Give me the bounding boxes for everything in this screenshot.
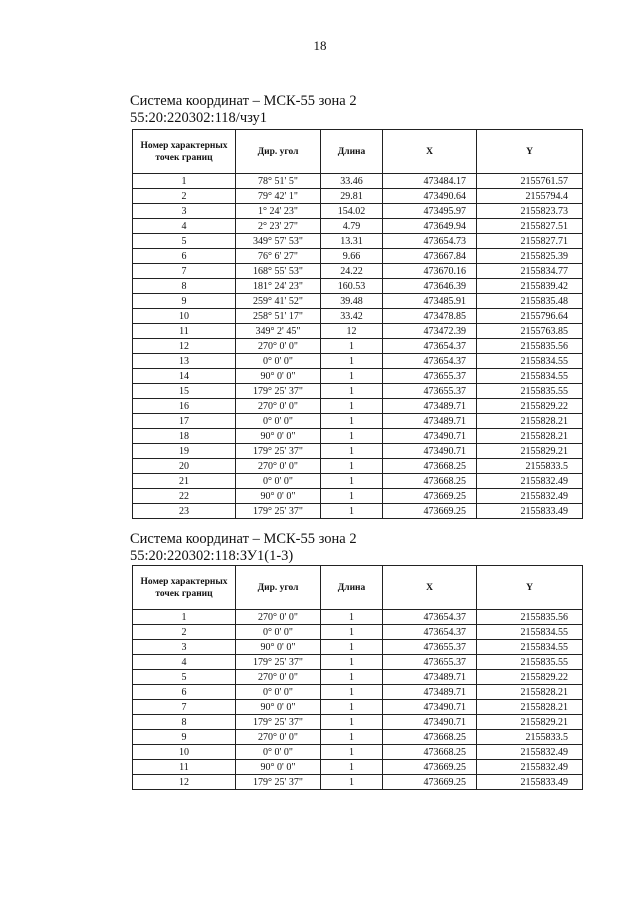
direction-angle-cell: 90° 0' 0" — [236, 700, 321, 715]
x-cell: 473495.97 — [383, 204, 477, 219]
length-cell: 1 — [321, 384, 383, 399]
table-row — [133, 354, 583, 369]
header-y: Y — [477, 566, 583, 610]
point-number-cell: 11 — [133, 324, 236, 339]
point-number-cell: 4 — [133, 219, 236, 234]
x-cell: 473668.25 — [383, 730, 477, 745]
table-row — [133, 459, 583, 474]
table-row — [133, 655, 583, 670]
x-cell: 473655.37 — [383, 655, 477, 670]
point-number-cell: 6 — [133, 249, 236, 264]
direction-angle-cell: 90° 0' 0" — [236, 369, 321, 384]
length-cell: 1 — [321, 504, 383, 519]
table-row — [133, 775, 583, 790]
y-cell: 2155835.56 — [477, 610, 583, 625]
table-row — [133, 610, 583, 625]
point-number-cell: 3 — [133, 640, 236, 655]
length-cell: 1 — [321, 655, 383, 670]
direction-angle-cell: 0° 0' 0" — [236, 685, 321, 700]
x-cell: 473654.37 — [383, 625, 477, 640]
table-row — [133, 444, 583, 459]
length-cell: 33.42 — [321, 309, 383, 324]
length-cell: 24.22 — [321, 264, 383, 279]
table-row — [133, 700, 583, 715]
y-cell: 2155825.39 — [477, 249, 583, 264]
direction-angle-cell: 270° 0' 0" — [236, 399, 321, 414]
length-cell: 1 — [321, 414, 383, 429]
table-row — [133, 730, 583, 745]
direction-angle-cell: 179° 25' 37" — [236, 655, 321, 670]
point-number-cell: 12 — [133, 775, 236, 790]
table-row — [133, 489, 583, 504]
x-cell: 473484.17 — [383, 174, 477, 189]
length-cell: 1 — [321, 474, 383, 489]
x-cell: 473668.25 — [383, 474, 477, 489]
direction-angle-cell: 0° 0' 0" — [236, 625, 321, 640]
point-number-cell: 6 — [133, 685, 236, 700]
y-cell: 2155834.55 — [477, 625, 583, 640]
table-row — [133, 474, 583, 489]
point-number-cell: 12 — [133, 339, 236, 354]
header-y: Y — [477, 130, 583, 174]
table-row — [133, 369, 583, 384]
header-direction-angle: Дир. угол — [236, 130, 321, 174]
length-cell: 33.46 — [321, 174, 383, 189]
x-cell: 473489.71 — [383, 399, 477, 414]
point-number-cell: 20 — [133, 459, 236, 474]
direction-angle-cell: 258° 51' 17" — [236, 309, 321, 324]
length-cell: 1 — [321, 760, 383, 775]
length-cell: 1 — [321, 685, 383, 700]
table2-title: Система координат – МСК-55 зона 2 — [130, 531, 357, 547]
length-cell: 4.79 — [321, 219, 383, 234]
point-number-cell: 4 — [133, 655, 236, 670]
length-cell: 1 — [321, 745, 383, 760]
coordinates-table-2 — [132, 565, 583, 790]
x-cell: 473669.25 — [383, 489, 477, 504]
length-cell: 1 — [321, 399, 383, 414]
length-cell: 29.81 — [321, 189, 383, 204]
y-cell: 2155832.49 — [477, 474, 583, 489]
point-number-cell: 19 — [133, 444, 236, 459]
direction-angle-cell: 76° 6' 27" — [236, 249, 321, 264]
point-number-cell: 2 — [133, 189, 236, 204]
y-cell: 2155823.73 — [477, 204, 583, 219]
point-number-cell: 9 — [133, 730, 236, 745]
x-cell: 473478.85 — [383, 309, 477, 324]
table-row — [133, 414, 583, 429]
y-cell: 2155833.49 — [477, 775, 583, 790]
table-row — [133, 234, 583, 249]
y-cell: 2155832.49 — [477, 745, 583, 760]
table-row — [133, 745, 583, 760]
length-cell: 1 — [321, 459, 383, 474]
y-cell: 2155835.55 — [477, 384, 583, 399]
table1-title: Система координат – МСК-55 зона 2 — [130, 93, 357, 109]
x-cell: 473669.25 — [383, 775, 477, 790]
length-cell: 1 — [321, 339, 383, 354]
x-cell: 473649.94 — [383, 219, 477, 234]
x-cell: 473668.25 — [383, 745, 477, 760]
length-cell: 1 — [321, 369, 383, 384]
length-cell: 1 — [321, 429, 383, 444]
direction-angle-cell: 179° 25' 37" — [236, 775, 321, 790]
x-cell: 473669.25 — [383, 504, 477, 519]
table-row — [133, 189, 583, 204]
x-cell: 473490.71 — [383, 715, 477, 730]
x-cell: 473670.16 — [383, 264, 477, 279]
y-cell: 2155829.22 — [477, 399, 583, 414]
x-cell: 473654.73 — [383, 234, 477, 249]
direction-angle-cell: 270° 0' 0" — [236, 670, 321, 685]
direction-angle-cell: 0° 0' 0" — [236, 745, 321, 760]
direction-angle-cell: 349° 2' 45" — [236, 324, 321, 339]
header-direction-angle: Дир. угол — [236, 566, 321, 610]
x-cell: 473490.71 — [383, 429, 477, 444]
point-number-cell: 8 — [133, 279, 236, 294]
y-cell: 2155833.5 — [477, 730, 583, 745]
y-cell: 2155832.49 — [477, 760, 583, 775]
y-cell: 2155827.51 — [477, 219, 583, 234]
length-cell: 1 — [321, 625, 383, 640]
table-row — [133, 279, 583, 294]
point-number-cell: 22 — [133, 489, 236, 504]
table-row — [133, 685, 583, 700]
length-cell: 1 — [321, 700, 383, 715]
y-cell: 2155828.21 — [477, 429, 583, 444]
x-cell: 473654.37 — [383, 610, 477, 625]
point-number-cell: 10 — [133, 745, 236, 760]
point-number-cell: 10 — [133, 309, 236, 324]
direction-angle-cell: 270° 0' 0" — [236, 459, 321, 474]
length-cell: 1 — [321, 444, 383, 459]
y-cell: 2155834.55 — [477, 640, 583, 655]
point-number-cell: 2 — [133, 625, 236, 640]
table-row — [133, 249, 583, 264]
table-row — [133, 399, 583, 414]
direction-angle-cell: 349° 57' 53" — [236, 234, 321, 249]
length-cell: 12 — [321, 324, 383, 339]
point-number-cell: 1 — [133, 610, 236, 625]
x-cell: 473485.91 — [383, 294, 477, 309]
direction-angle-cell: 0° 0' 0" — [236, 474, 321, 489]
length-cell: 160.53 — [321, 279, 383, 294]
point-number-cell: 1 — [133, 174, 236, 189]
point-number-cell: 7 — [133, 700, 236, 715]
coordinates-table-1 — [132, 129, 583, 519]
table-row — [133, 324, 583, 339]
point-number-cell: 13 — [133, 354, 236, 369]
y-cell: 2155835.56 — [477, 339, 583, 354]
x-cell: 473472.39 — [383, 324, 477, 339]
table-row — [133, 715, 583, 730]
page-number: 18 — [313, 38, 327, 53]
x-cell: 473489.71 — [383, 414, 477, 429]
point-number-cell: 5 — [133, 670, 236, 685]
y-cell: 2155834.55 — [477, 354, 583, 369]
y-cell: 2155828.21 — [477, 700, 583, 715]
table-row — [133, 625, 583, 640]
point-number-cell: 14 — [133, 369, 236, 384]
table-row — [133, 760, 583, 775]
length-cell: 1 — [321, 730, 383, 745]
x-cell: 473654.37 — [383, 354, 477, 369]
x-cell: 473654.37 — [383, 339, 477, 354]
table-row — [133, 204, 583, 219]
y-cell: 2155832.49 — [477, 489, 583, 504]
table-header-row — [133, 130, 583, 174]
table-row — [133, 309, 583, 324]
direction-angle-cell: 270° 0' 0" — [236, 339, 321, 354]
table-header-row — [133, 566, 583, 610]
point-number-cell: 11 — [133, 760, 236, 775]
table-row — [133, 504, 583, 519]
direction-angle-cell: 270° 0' 0" — [236, 730, 321, 745]
length-cell: 1 — [321, 670, 383, 685]
table-row — [133, 174, 583, 189]
length-cell: 1 — [321, 640, 383, 655]
table-row — [133, 294, 583, 309]
direction-angle-cell: 79° 42' 1" — [236, 189, 321, 204]
y-cell: 2155829.21 — [477, 444, 583, 459]
point-number-cell: 3 — [133, 204, 236, 219]
length-cell: 39.48 — [321, 294, 383, 309]
header-x: X — [383, 566, 477, 610]
direction-angle-cell: 168° 55' 53" — [236, 264, 321, 279]
table-row — [133, 670, 583, 685]
y-cell: 2155835.55 — [477, 655, 583, 670]
direction-angle-cell: 270° 0' 0" — [236, 610, 321, 625]
direction-angle-cell: 179° 25' 37" — [236, 384, 321, 399]
direction-angle-cell: 181° 24' 23" — [236, 279, 321, 294]
y-cell: 2155835.48 — [477, 294, 583, 309]
direction-angle-cell: 90° 0' 0" — [236, 429, 321, 444]
y-cell: 2155834.77 — [477, 264, 583, 279]
header-length: Длина — [321, 130, 383, 174]
x-cell: 473490.64 — [383, 189, 477, 204]
direction-angle-cell: 0° 0' 0" — [236, 414, 321, 429]
length-cell: 154.02 — [321, 204, 383, 219]
table1-cadastral-number: 55:20:220302:118/чзу1 — [130, 110, 268, 126]
point-number-cell: 5 — [133, 234, 236, 249]
y-cell: 2155794.4 — [477, 189, 583, 204]
header-length: Длина — [321, 566, 383, 610]
length-cell: 1 — [321, 354, 383, 369]
y-cell: 2155796.64 — [477, 309, 583, 324]
y-cell: 2155833.49 — [477, 504, 583, 519]
direction-angle-cell: 78° 51' 5" — [236, 174, 321, 189]
x-cell: 473646.39 — [383, 279, 477, 294]
direction-angle-cell: 179° 25' 37" — [236, 504, 321, 519]
x-cell: 473668.25 — [383, 459, 477, 474]
x-cell: 473490.71 — [383, 700, 477, 715]
y-cell: 2155834.55 — [477, 369, 583, 384]
table-row — [133, 264, 583, 279]
point-number-cell: 17 — [133, 414, 236, 429]
point-number-cell: 21 — [133, 474, 236, 489]
point-number-cell: 9 — [133, 294, 236, 309]
y-cell: 2155839.42 — [477, 279, 583, 294]
length-cell: 1 — [321, 775, 383, 790]
length-cell: 13.31 — [321, 234, 383, 249]
direction-angle-cell: 0° 0' 0" — [236, 354, 321, 369]
y-cell: 2155833.5 — [477, 459, 583, 474]
y-cell: 2155763.85 — [477, 324, 583, 339]
x-cell: 473655.37 — [383, 384, 477, 399]
table1-heading — [130, 93, 357, 127]
y-cell: 2155828.21 — [477, 414, 583, 429]
y-cell: 2155829.22 — [477, 670, 583, 685]
point-number-cell: 23 — [133, 504, 236, 519]
table-row — [133, 384, 583, 399]
direction-angle-cell: 2° 23' 27" — [236, 219, 321, 234]
direction-angle-cell: 90° 0' 0" — [236, 760, 321, 775]
direction-angle-cell: 179° 25' 37" — [236, 444, 321, 459]
header-point-number: Номер характерных точек границ — [133, 566, 236, 610]
point-number-cell: 16 — [133, 399, 236, 414]
direction-angle-cell: 179° 25' 37" — [236, 715, 321, 730]
y-cell: 2155761.57 — [477, 174, 583, 189]
direction-angle-cell: 90° 0' 0" — [236, 640, 321, 655]
table-row — [133, 429, 583, 444]
x-cell: 473655.37 — [383, 369, 477, 384]
direction-angle-cell: 259° 41' 52" — [236, 294, 321, 309]
length-cell: 1 — [321, 715, 383, 730]
header-point-number: Номер характерных точек границ — [133, 130, 236, 174]
x-cell: 473667.84 — [383, 249, 477, 264]
table-row — [133, 339, 583, 354]
length-cell: 9.66 — [321, 249, 383, 264]
table-row — [133, 640, 583, 655]
x-cell: 473489.71 — [383, 685, 477, 700]
x-cell: 473490.71 — [383, 444, 477, 459]
table-row — [133, 219, 583, 234]
y-cell: 2155827.71 — [477, 234, 583, 249]
length-cell: 1 — [321, 489, 383, 504]
table2-cadastral-number: 55:20:220302:118:ЗУ1(1-3) — [130, 548, 294, 564]
length-cell: 1 — [321, 610, 383, 625]
direction-angle-cell: 90° 0' 0" — [236, 489, 321, 504]
table2-heading — [130, 531, 357, 565]
point-number-cell: 15 — [133, 384, 236, 399]
y-cell: 2155828.21 — [477, 685, 583, 700]
header-x: X — [383, 130, 477, 174]
x-cell: 473669.25 — [383, 760, 477, 775]
x-cell: 473489.71 — [383, 670, 477, 685]
point-number-cell: 18 — [133, 429, 236, 444]
y-cell: 2155829.21 — [477, 715, 583, 730]
direction-angle-cell: 1° 24' 23" — [236, 204, 321, 219]
point-number-cell: 7 — [133, 264, 236, 279]
point-number-cell: 8 — [133, 715, 236, 730]
x-cell: 473655.37 — [383, 640, 477, 655]
